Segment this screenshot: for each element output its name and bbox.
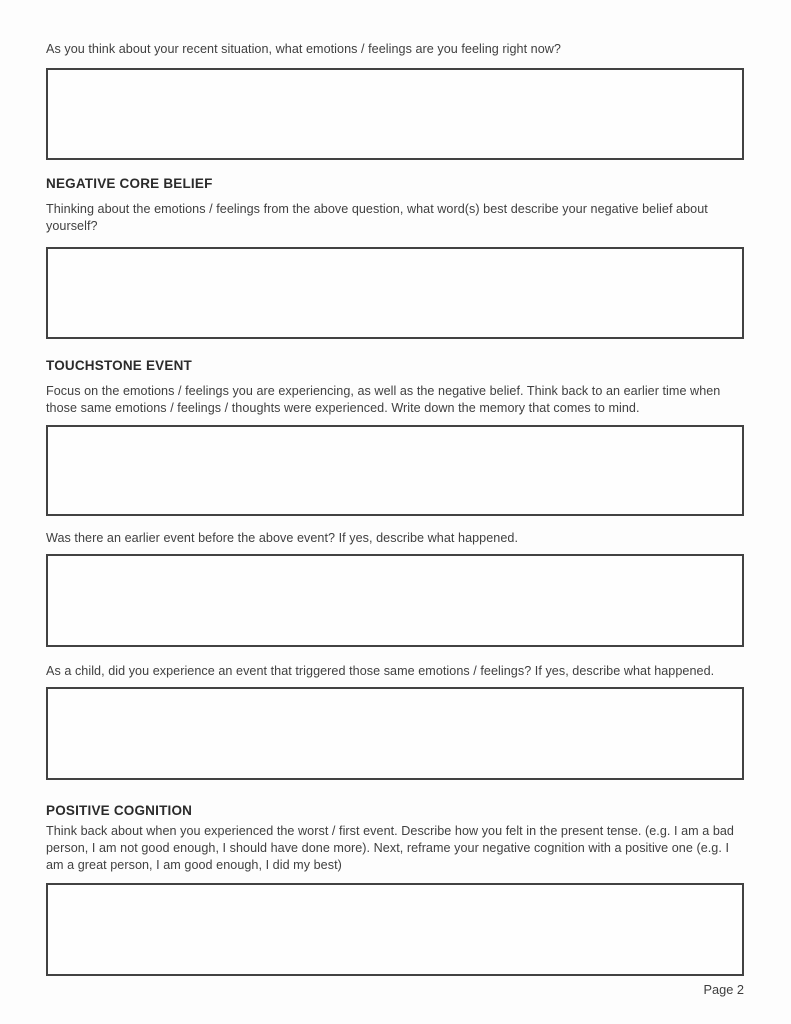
answer-box-negative-belief[interactable] (46, 247, 744, 339)
question-negative-belief: Thinking about the emotions / feelings from the above question, what word(s) best describe your negative belief about yourself? (46, 202, 708, 233)
question-touchstone-memory: Focus on the emotions / feelings you are experiencing, as well as the negative belief. Think back to an earlier time when those same emotions / feelings / thoughts were experienced. Write down the memory that comes to mind. (46, 384, 721, 415)
question-positive-cognition: Think back about when you experienced the worst / first event. Describe how you felt in the present tense. (e.g. I am a bad person, I am not good enough, I should have done more). Next, reframe your negative cognition with a positive one (e.g. I am a great person, I am good enough, I did my best) (46, 824, 734, 872)
page-number: Page 2 (703, 982, 744, 997)
question-childhood-event: As a child, did you experience an event that triggered those same emotions / feelings? If yes, describe what happened. (46, 664, 715, 678)
heading-negative-core-belief: NEGATIVE CORE BELIEF (46, 176, 213, 191)
answer-box-positive-cognition[interactable] (46, 883, 744, 976)
answer-box-touchstone-memory[interactable] (46, 425, 744, 516)
question-current-emotions: As you think about your recent situation, what emotions / feelings are you feeling right now? (46, 42, 561, 56)
answer-box-current-emotions[interactable] (46, 68, 744, 160)
heading-positive-cognition: POSITIVE COGNITION (46, 803, 193, 818)
question-earlier-event: Was there an earlier event before the above event? If yes, describe what happened. (46, 531, 518, 545)
heading-touchstone-event: TOUCHSTONE EVENT (46, 358, 192, 373)
answer-box-earlier-event[interactable] (46, 554, 744, 647)
answer-box-childhood-event[interactable] (46, 687, 744, 780)
